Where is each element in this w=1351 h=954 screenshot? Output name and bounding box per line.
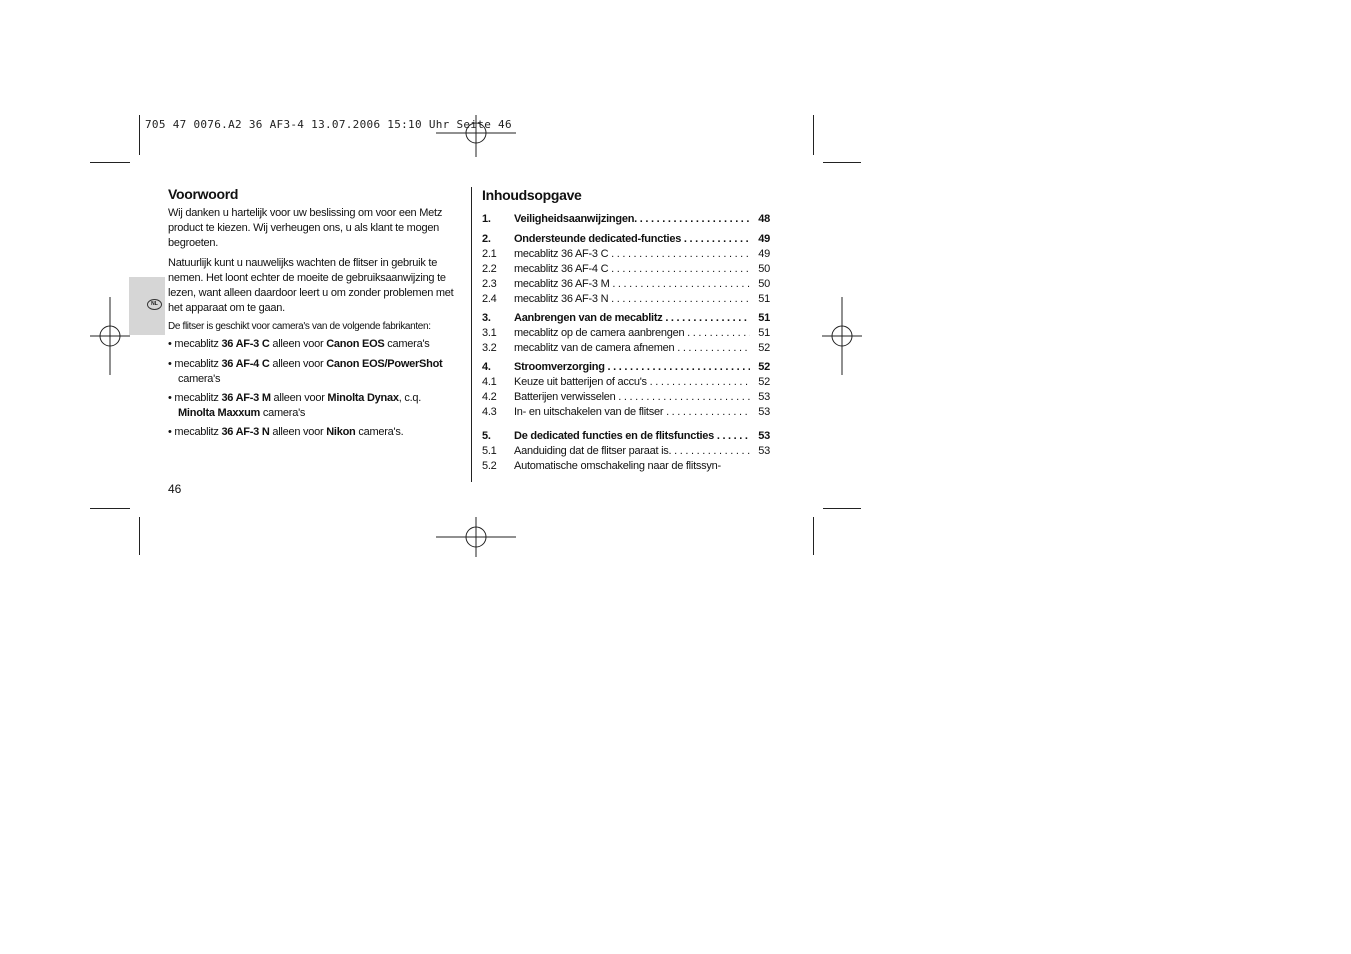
toc-title: Veiligheidsaanwijzingen. . . . bbox=[514, 212, 750, 227]
registration-mark-right bbox=[822, 297, 862, 375]
bullet-item: • mecablitz 36 AF-3 N alleen voor Nikon camera's. bbox=[168, 426, 404, 439]
toc-number: 4.3 bbox=[482, 406, 497, 418]
toc-number: 4. bbox=[482, 361, 491, 373]
toc-page: 52 bbox=[752, 341, 770, 356]
toc-page: 52 bbox=[752, 360, 770, 375]
toc-number: 5. bbox=[482, 430, 491, 442]
compatibility-note: De flitser is geschikt voor camera's van de volgende fabrikanten: bbox=[168, 321, 431, 333]
toc-row bbox=[482, 292, 770, 307]
bullet-item: • mecablitz 36 AF-3 M alleen voor Minolta Dynax, c.q. Minolta Maxxum camera's bbox=[168, 392, 422, 420]
toc-title: Batterijen verwisselen . . . bbox=[514, 390, 750, 405]
toc-page: 49 bbox=[752, 232, 770, 247]
toc-title: Aanduiding dat de flitser paraat is. . . . bbox=[514, 444, 750, 459]
toc-row bbox=[482, 277, 770, 292]
toc-title: mecablitz van de camera afnemen . . . bbox=[514, 341, 750, 356]
toc-row bbox=[482, 212, 770, 227]
toc-heading: Inhoudsopgave bbox=[482, 187, 582, 203]
bullet-item: • mecablitz 36 AF-4 C alleen voor Canon EOS/PowerShot camera's bbox=[168, 357, 443, 385]
toc-number: 3.1 bbox=[482, 327, 497, 339]
toc-number: 5.1 bbox=[482, 445, 497, 457]
toc-row bbox=[482, 459, 770, 474]
toc-number: 2. bbox=[482, 233, 491, 245]
toc-title: Ondersteunde dedicated-functies . . . bbox=[514, 232, 750, 247]
toc-number: 4.1 bbox=[482, 376, 497, 388]
toc-title: Automatische omschakeling naar de flitssyn- bbox=[514, 460, 721, 472]
toc-page: 52 bbox=[752, 375, 770, 390]
toc-number: 2.3 bbox=[482, 278, 497, 290]
toc-title: De dedicated functies en de flitsfuncties . . . bbox=[514, 429, 750, 444]
toc-page: 50 bbox=[752, 262, 770, 277]
toc-row bbox=[482, 429, 770, 444]
toc-title: mecablitz op de camera aanbrengen . . . bbox=[514, 326, 750, 341]
toc-number: 5.2 bbox=[482, 460, 497, 472]
toc-page: 50 bbox=[752, 277, 770, 292]
toc-page: 48 bbox=[752, 212, 770, 227]
toc-row bbox=[482, 232, 770, 247]
foreword-section bbox=[168, 186, 464, 441]
toc-number: 2.2 bbox=[482, 263, 497, 275]
toc-row bbox=[482, 375, 770, 390]
registration-mark-left bbox=[90, 297, 130, 375]
toc-row bbox=[482, 360, 770, 375]
toc-page: 53 bbox=[752, 405, 770, 420]
toc-number: 2.1 bbox=[482, 248, 497, 260]
toc-page: 53 bbox=[752, 390, 770, 405]
toc-page: 51 bbox=[752, 326, 770, 341]
toc-title: Aanbrengen van de mecablitz . . . bbox=[514, 311, 750, 326]
toc-row bbox=[482, 247, 770, 262]
foreword-heading: Voorwoord bbox=[168, 186, 239, 202]
foreword-paragraph-1: Wij danken u hartelijk voor uw beslissing om voor een Metz product te kiezen. Wij verheugen ons, u als klant te mogen begroeten. bbox=[168, 207, 443, 250]
foreword-paragraph-2: Natuurlijk kunt u nauwelijks wachten de flitser in gebruik te nemen. Het loont echter de moeite de gebruiksaanwijzing te lezen, want alleen daardoor leert u om zonder problemen met het apparaat om te gaan. bbox=[168, 256, 454, 315]
registration-mark-top bbox=[436, 115, 516, 157]
toc-page: 51 bbox=[752, 292, 770, 307]
toc-row bbox=[482, 262, 770, 277]
toc-title: mecablitz 36 AF-3 C . . . bbox=[514, 247, 750, 262]
toc-title: mecablitz 36 AF-3 N . . . bbox=[514, 292, 750, 307]
print-header: 705 47 0076.A2 36 AF3-4 13.07.2006 15:10 Uhr Seite 46 bbox=[145, 118, 512, 131]
toc-row bbox=[482, 405, 770, 420]
toc-number: 3.2 bbox=[482, 342, 497, 354]
toc-page: 49 bbox=[752, 247, 770, 262]
toc-title: mecablitz 36 AF-4 C . . . bbox=[514, 262, 750, 277]
toc-row bbox=[482, 444, 770, 459]
language-badge: NL bbox=[147, 299, 162, 310]
toc-page: 53 bbox=[752, 444, 770, 459]
toc-number: 1. bbox=[482, 213, 491, 225]
toc-row bbox=[482, 326, 770, 341]
page-number: 46 bbox=[168, 482, 182, 496]
column-divider bbox=[471, 187, 472, 482]
registration-mark-bottom bbox=[436, 517, 516, 557]
toc-row bbox=[482, 341, 770, 356]
toc-page: 53 bbox=[752, 429, 770, 444]
toc-row bbox=[482, 390, 770, 405]
toc-title: Stroomverzorging . . . bbox=[514, 360, 750, 375]
toc-title: mecablitz 36 AF-3 M . . . bbox=[514, 277, 750, 292]
bullet-item: • mecablitz 36 AF-3 C alleen voor Canon EOS camera's bbox=[168, 338, 430, 351]
toc-number: 2.4 bbox=[482, 293, 497, 305]
toc-number: 4.2 bbox=[482, 391, 497, 403]
toc-row bbox=[482, 311, 770, 326]
toc-title: In- en uitschakelen van de flitser . . . bbox=[514, 405, 750, 420]
toc-number: 3. bbox=[482, 312, 491, 324]
toc-page: 51 bbox=[752, 311, 770, 326]
toc-title: Keuze uit batterijen of accu's . . . bbox=[514, 375, 750, 390]
